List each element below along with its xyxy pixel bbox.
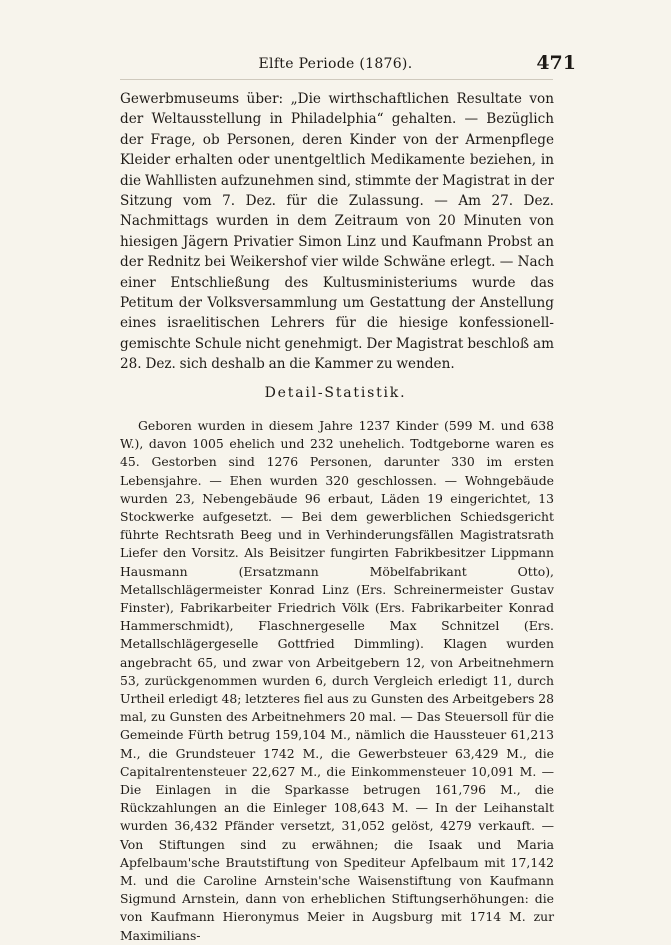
page-number: 471 <box>536 52 576 74</box>
section-heading: Detail-Statistik. <box>264 385 407 401</box>
running-header-title: Elfte Periode (1876). <box>258 56 413 72</box>
statistics-paragraph: Geboren wurden in diesem Jahre 1237 Kinder (599 M. und 638 W.), davon 1005 ehelich und 232 unehelich. Todtgeborne waren es 45. Gestorben sind 1276 Personen, darunter 330 im ersten Lebensjahre. — Ehen wurden 320 geschlossen. — Wohngebäude wurden 23, Nebengebäude 96 erbaut, Läden 19 eingerichtet, 13 Stockwerke aufgesetzt. — Bei dem gewerblichen Schiedsgericht führte Rechtsrath Beeg und in Verhinderungsfällen Magistratsrath Liefer den Vorsitz. Als Beisitzer fungirten Fabrikbesitzer Lippmann Hausmann (Ersatzmann Möbelfabrikant Otto), Metallschlägermeister Konrad Linz (Ers. Schreinermeister Gustav Finster), Fabrikarbeiter Friedrich Völk (Ers. Fabrikarbeiter Konrad Hammerschmidt), Flaschnergeselle Max Schnitzel (Ers. Metallschlägergeselle Gottfried Dimmling). Klagen wurden angebracht 65, und zwar von Arbeitgebern 12, von Arbeitnehmern 53, zurückgenommen wurden 6, durch Vergleich erledigt 11, durch Urtheil erledigt 48; letzteres fiel aus zu Gunsten des Arbeitgebers 28 mal, zu Gunsten des Arbeitnehmers 20 mal. — Das Steuersoll für die Gemeinde Fürth betrug 159,104 M., nämlich die Haussteuer 61,213 M., die Grundsteuer 1742 M., die Gewerbsteuer 63,429 M., die Capitalrentensteuer 22,627 M., die Einkommensteuer 10,091 M. — Die Einlagen in die Sparkasse betrugen 161,796 M., die Rückzahlungen an die Einleger 108,643 M. — In der Leihanstalt wurden 36,432 Pfänder versetzt, 31,052 gelöst, 4279 verkauft. — Von Stiftungen sind zu erwähnen; die Isaak und Maria Apfelbaum'sche Brautstiftung von Spediteur Apfelbaum mit 17,142 M. und die Caroline Arnstein'sche Waisenstiftung von Kaufmann Sigmund Arnstein, dann von erheblichen Stiftungserhöhungen: die von Kaufmann Hieronymus Meier in Augsburg mit 1714 M. zur Maximilians- <box>120 418 554 943</box>
header-divider <box>120 79 553 80</box>
body-paragraph: Gewerbmuseums über: „Die wirthschaftlichen Resultate von der Weltausstellung in Philadelphia“ gehalten. — Bezüglich der Frage, ob Personen, deren Kinder von der Armenpflege Kleider erhalten oder unentgeltlich Medikamente beziehen, in die Wahllisten aufzunehmen sind, stimmte der Magistrat in der Sitzung vom 7. Dez. für die Zulassung. — Am 27. Dez. Nachmittags wurden in dem Zeitraum von 20 Minuten von hiesigen Jägern Privatier Simon Linz und Kaufmann Probst an der Rednitz bei Weikershof vier wilde Schwäne erlegt. — Nach einer Entschließung des Kultusministeriums wurde das Petitum der Volksversammlung um Gestattung der Anstellung eines israelitischen Lehrers für die hiesige konfessionell-gemischte Schule nicht genehmigt. Der Magistrat beschloß am 28. Dez. sich deshalb an die Kammer zu wenden. <box>120 91 554 373</box>
